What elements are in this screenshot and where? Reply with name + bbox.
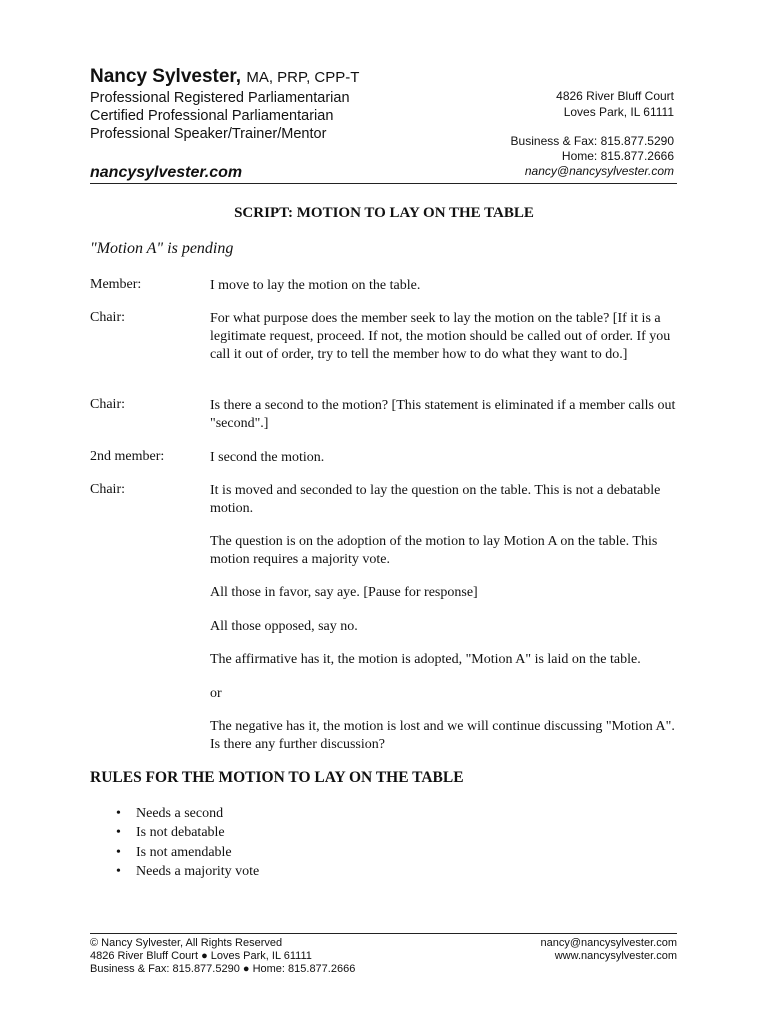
script-line: The question is on the adoption of the motion to lay Motion A on the table. This motion requires a majority vote.: [210, 534, 658, 567]
footer-phones: Business & Fax: 815.877.5290 ● Home: 815.877.2666: [90, 963, 356, 975]
letterhead-email[interactable]: nancy@nancysylvester.com: [524, 164, 674, 178]
letterhead-credentials: MA, PRP, CPP-T: [246, 69, 360, 86]
script-line: The negative has it, the motion is lost and we will continue discussing "Motion A". Is there any further discussion?: [210, 719, 675, 752]
script-line: All those in favor, say aye. [Pause for response]: [210, 585, 478, 600]
letterhead-divider: [90, 183, 677, 184]
list-item: [90, 862, 259, 881]
bullet-icon: •: [116, 806, 121, 821]
script-line: Is there a second to the motion? [This statement is eliminated if a member calls out "second".]: [210, 398, 676, 431]
rules-heading: RULES FOR THE MOTION TO LAY ON THE TABLE: [90, 769, 464, 786]
rule-text: Needs a second: [136, 806, 224, 821]
letterhead-website[interactable]: nancysylvester.com: [90, 164, 243, 181]
letterhead-business-fax: Business & Fax: 815.877.5290: [510, 134, 674, 148]
script-line-or: or: [210, 686, 222, 701]
speaker-chair: Chair:: [90, 310, 125, 325]
rule-text: Is not debatable: [136, 825, 225, 841]
bullet-icon: •: [116, 825, 121, 841]
list-item: [90, 843, 259, 862]
bullet-icon: •: [116, 844, 121, 860]
list-item: [90, 823, 259, 842]
script-line: For what purpose does the member seek to lay the motion on the table? [If it is a legitimate request, proceed. If not, the motion should be called out of order. If you call it out of order, try to tell the member how to do what they want to do.]: [210, 311, 671, 362]
letterhead-title-1: Professional Registered Parliamentarian: [90, 90, 350, 106]
letterhead-home-phone: Home: 815.877.2666: [561, 149, 674, 163]
letterhead-title-2: Certified Professional Parliamentarian: [90, 108, 334, 124]
rule-text: Needs a majority vote: [136, 863, 260, 879]
letterhead-address-line2: Loves Park, IL 61111: [563, 105, 674, 119]
footer-website[interactable]: www.nancysylvester.com: [554, 950, 677, 962]
list-item: [90, 804, 259, 823]
document-title: SCRIPT: MOTION TO LAY ON THE TABLE: [234, 205, 534, 221]
letterhead-address-line1: 4826 River Bluff Court: [556, 89, 674, 103]
footer-divider: [90, 933, 677, 934]
letterhead-title-3: Professional Speaker/Trainer/Mentor: [90, 126, 327, 142]
script-line: I move to lay the motion on the table.: [210, 278, 421, 293]
rules-list: [90, 804, 259, 881]
footer-email[interactable]: nancy@nancysylvester.com: [540, 937, 677, 949]
script-line: The affirmative has it, the motion is adopted, "Motion A" is laid on the table.: [210, 652, 641, 667]
speaker-chair: Chair:: [90, 482, 125, 497]
letterhead-name: [90, 66, 359, 88]
rule-text: Is not amendable: [136, 844, 232, 860]
bullet-icon: •: [116, 863, 121, 879]
script-line: All those opposed, say no.: [210, 619, 358, 634]
footer-copyright: © Nancy Sylvester, All Rights Reserved: [90, 937, 283, 949]
script-line: I second the motion.: [210, 450, 325, 465]
speaker-member: Member:: [90, 277, 142, 292]
speaker-chair: Chair:: [90, 397, 125, 412]
script-line: It is moved and seconded to lay the question on the table. This is not a debatable motion.: [210, 483, 661, 516]
pending-motion-note: "Motion A" is pending: [90, 240, 234, 257]
footer-address: 4826 River Bluff Court ● Loves Park, IL 61111: [90, 950, 312, 962]
letterhead-name-text: Nancy Sylvester,: [90, 66, 242, 87]
speaker-second-member: 2nd member:: [90, 449, 165, 464]
